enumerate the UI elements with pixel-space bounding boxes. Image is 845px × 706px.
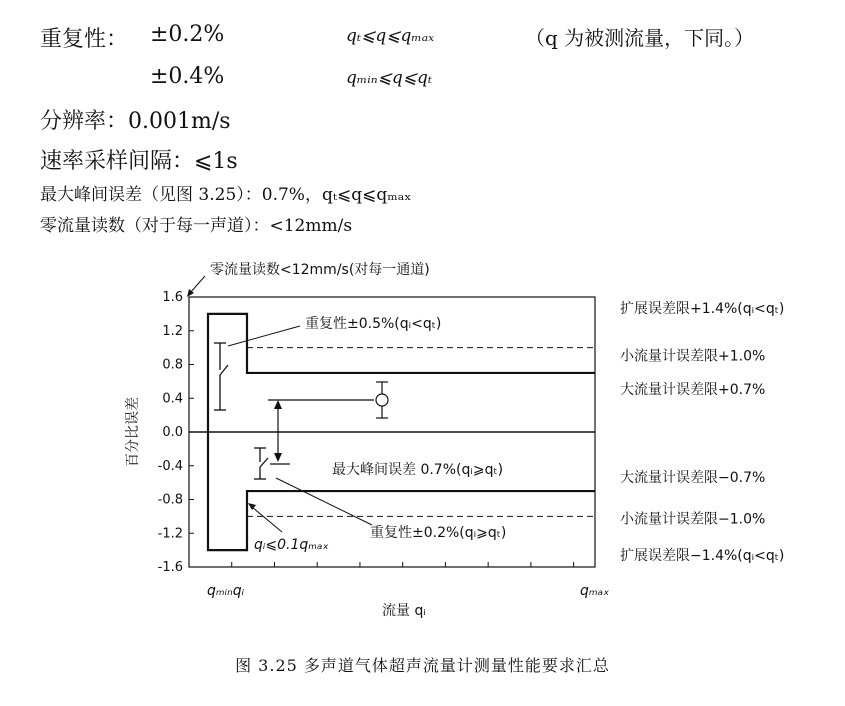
spec-max-peak: 最大峰间误差（见图 3.25）：0.7%，qₜ⩽q⩽qₘₐₓ xyxy=(40,185,412,205)
spec-sampling: 速率采样间隔：⩽1s xyxy=(40,149,238,174)
right-label: 小流量计误差限−1.0% xyxy=(620,511,766,528)
right-label: 小流量计误差限+1.0% xyxy=(620,348,766,365)
y-tick-label: 1.2 xyxy=(162,323,183,339)
rep-high-leader xyxy=(276,478,372,525)
right-label: 扩展误差限+1.4%(qᵢ<qₜ) xyxy=(620,300,785,317)
figure-caption: 图 3.25 多声道气体超声流量计测量性能要求汇总 xyxy=(235,656,610,675)
max-peak-marker xyxy=(268,382,388,418)
right-labels xyxy=(620,300,784,564)
peak-arrow-head-up xyxy=(274,400,282,409)
y-axis-label: 百分比误差 xyxy=(125,397,141,467)
y-tick-label: 1.6 xyxy=(162,290,183,305)
x-tick-qmax: qₘₐₓ xyxy=(580,583,610,599)
right-label: 大流量计误差限+0.7% xyxy=(620,381,766,398)
y-tick-label: 0.4 xyxy=(162,391,183,407)
peak-arrow-head-down xyxy=(274,453,282,462)
qi-cond-leader xyxy=(252,507,282,532)
top-annotation-leader xyxy=(190,276,205,293)
spec-resolution: 分辨率：0.001m/s xyxy=(40,109,231,134)
rep-note: （q 为被测流量，下同。） xyxy=(525,26,755,50)
rep-low-leader xyxy=(228,326,300,346)
max-peak-annotation: 最大峰间误差 0.7%(qᵢ⩾qₜ) xyxy=(332,462,504,478)
rep-value-2: ±0.4% xyxy=(150,64,225,89)
rep-low-annotation: 重复性±0.5%(qᵢ<qₜ) xyxy=(305,316,442,332)
top-annotation: 零流量读数<12mm/s(对每一通道) xyxy=(210,262,430,278)
y-tick-label: -1.2 xyxy=(157,526,183,542)
repeatability-switch-low xyxy=(214,343,228,410)
rep-cond-2: qₘᵢₙ⩽q⩽qₜ xyxy=(346,68,433,88)
rep-value-1: ±0.2% xyxy=(150,22,225,47)
y-tick-label: -0.8 xyxy=(157,492,183,508)
rep-high-annotation: 重复性±0.2%(qᵢ⩾qₜ) xyxy=(370,525,507,541)
y-tick-label: 0.0 xyxy=(162,425,183,440)
x-axis-label: 流量 qᵢ xyxy=(382,603,426,619)
x-tick-qmin-qi: qₘᵢₙqᵢ xyxy=(207,583,245,599)
y-ticks xyxy=(158,290,183,575)
qi-cond-annotation: qᵢ⩽0.1qₘₐₓ xyxy=(254,537,329,553)
right-label: 大流量计误差限−0.7% xyxy=(620,470,766,487)
y-tick-label: 0.8 xyxy=(162,357,183,373)
right-label: 扩展误差限−1.4%(qᵢ<qₜ) xyxy=(620,548,785,565)
spec-zero-flow: 零流量读数（对于每一声道）：<12mm/s xyxy=(40,216,353,236)
repeatability-switch-high xyxy=(254,448,290,479)
y-tick-label: -1.6 xyxy=(157,560,183,575)
y-tick-label: -0.4 xyxy=(157,458,183,474)
repeatability-label: 重复性： xyxy=(40,27,129,52)
rep-cond-1: qₜ⩽q⩽qₘₐₓ xyxy=(346,26,435,46)
